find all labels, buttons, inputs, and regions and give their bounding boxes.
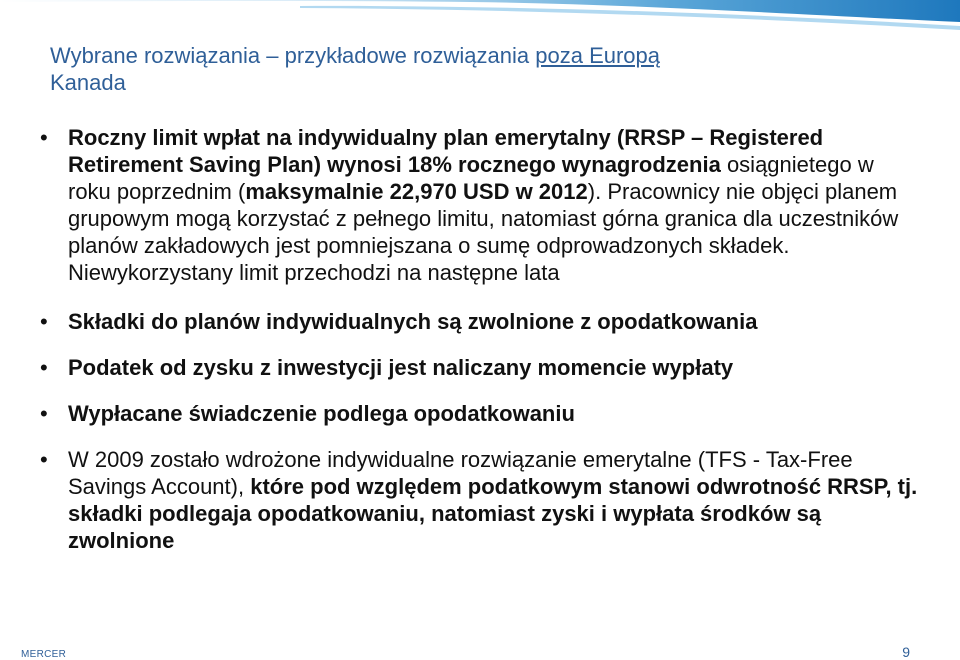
bullet-item-investment-tax (40, 354, 920, 381)
bullet-item-tfsa (40, 446, 920, 554)
bullet-icon: • (40, 125, 48, 150)
page-number: 9 (902, 644, 910, 660)
contributions-text: Składki do planów indywidualnych są zwolnione z opodatkowania (68, 309, 758, 334)
bullet-icon: • (40, 355, 48, 380)
title-subtitle: Kanada (50, 70, 126, 95)
rrsp-bold-2: maksymalnie 22,970 USD w 2012 (245, 179, 588, 204)
bullet-icon: • (40, 447, 48, 472)
title-prefix: Wybrane rozwiązania – przykładowe rozwiązania (50, 43, 536, 68)
title-line (50, 42, 660, 69)
tfsa-bold: które pod względem podatkowym stanowi odwrotność RRSP, tj. składki podlegaja opodatkowaniu, natomiast zyski i wypłata środków są zwolnione (68, 474, 918, 553)
top-wave-band (0, 0, 960, 30)
rrsp-normal-2: ). Pracownicy nie objęci planem grupowym mogą korzystać z pełnego limitu, natomiast górna granica dla uczestników planów zakładowych jest pomniejszana o sumę odprowadzonych składek. Niewykorzystany limit przechodzi na następne lata (68, 179, 899, 285)
bullet-icon: • (40, 401, 48, 426)
rrsp-bold-1: Roczny limit wpłat na indywidualny plan emerytalny (RRSP – Registered Retirement Saving Plan) wynosi 18% rocznego wynagrodzenia (68, 125, 824, 177)
title-link[interactable]: poza Europą (535, 43, 661, 68)
tfsa-normal: W 2009 zostało wdrożone indywidualne rozwiązanie emerytalne (TFS - Tax-Free Savings Account), (68, 447, 853, 499)
slide-title (50, 42, 660, 96)
bullet-item-contributions (40, 308, 920, 335)
bullet-icon: • (40, 309, 48, 334)
bullet-item-rrsp (40, 124, 920, 286)
investment-tax-text: Podatek od zysku z inwestycji jest naliczany momencie wypłaty (68, 355, 734, 380)
rrsp-normal-1: osiągnietego w roku poprzednim ( (68, 152, 874, 204)
benefit-tax-text: Wypłacane świadczenie podlega opodatkowaniu (68, 401, 575, 426)
bullet-item-benefit-tax (40, 400, 920, 427)
bullet-list (40, 124, 920, 573)
footer-brand-logo: MERCER (21, 649, 67, 660)
